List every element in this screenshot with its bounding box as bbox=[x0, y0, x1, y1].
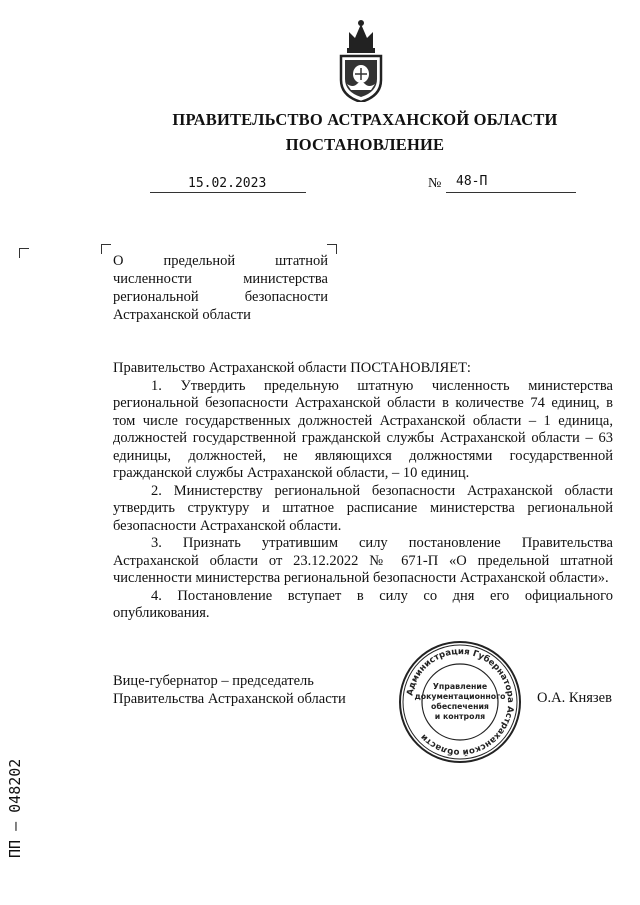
official-stamp bbox=[398, 640, 522, 764]
stamp-ring-text: Администрация Губернатора Астраханской области bbox=[405, 646, 516, 758]
body-item-1: 1. Утвердить предельную штатную численность министерства региональной безопасности Астраханской области в количестве 74 единиц, в том числе государственных должностей Астраханской области – 1 единица, должностей государственной гражданской службы Астраханской области – 63 единицы, должностей, не являющихся должностями государственной гражданской службы Астраханской области, – 10 единиц. bbox=[113, 377, 613, 481]
stamp-line-1: Управление bbox=[432, 682, 488, 691]
document-date: 15.02.2023 bbox=[188, 176, 267, 191]
document-body bbox=[113, 360, 613, 623]
body-item-4: 4. Постановление вступает в силу со дня его официального опубликования. bbox=[113, 587, 613, 621]
body-item-3: 3. Признать утратившим силу постановление Правительства Астраханской области от 23.12.2022 № 671-П «О предельной штатной численности министерства региональной безопасности Астраханской области». bbox=[113, 535, 613, 586]
date-underline bbox=[150, 192, 306, 193]
document-type: ПОСТАНОВЛЕНИЕ bbox=[285, 135, 445, 154]
stamp-line-2: документационного bbox=[414, 692, 506, 701]
signatory-name: О.А. Князев bbox=[537, 690, 612, 706]
signatory-role-line-1: Вице-губернатор – председатель bbox=[113, 673, 314, 689]
document-number: 48-П bbox=[456, 174, 488, 189]
signatory-role-line-2: Правительства Астраханской области bbox=[113, 691, 346, 707]
form-serial-code bbox=[0, 740, 40, 860]
number-underline bbox=[446, 192, 576, 193]
government-title: ПРАВИТЕЛЬСТВО АСТРАХАНСКОЙ ОБЛАСТИ bbox=[172, 110, 558, 129]
subject-corner-left bbox=[101, 244, 111, 254]
document-subject: О предельной штатной численности министерства региональной безопасности Астраханской области bbox=[113, 253, 328, 323]
margin-corner-mark bbox=[19, 248, 29, 258]
stamp-line-4: и контроля bbox=[434, 712, 486, 721]
form-serial-text: ПП – 048202 bbox=[6, 758, 24, 858]
subject-corner-right bbox=[327, 244, 337, 254]
signatory-role bbox=[113, 672, 346, 708]
stamp-line-3: обеспечения bbox=[431, 702, 489, 711]
body-item-2: 2. Министерству региональной безопасности Астраханской области утвердить структуру и штатное расписание министерства региональной безопасности Астраханской области. bbox=[113, 482, 613, 534]
coat-of-arms-emblem bbox=[333, 18, 389, 102]
number-label: № bbox=[428, 176, 442, 191]
body-intro: Правительство Астраханской области ПОСТАНОВЛЯЕТ: bbox=[113, 360, 471, 376]
